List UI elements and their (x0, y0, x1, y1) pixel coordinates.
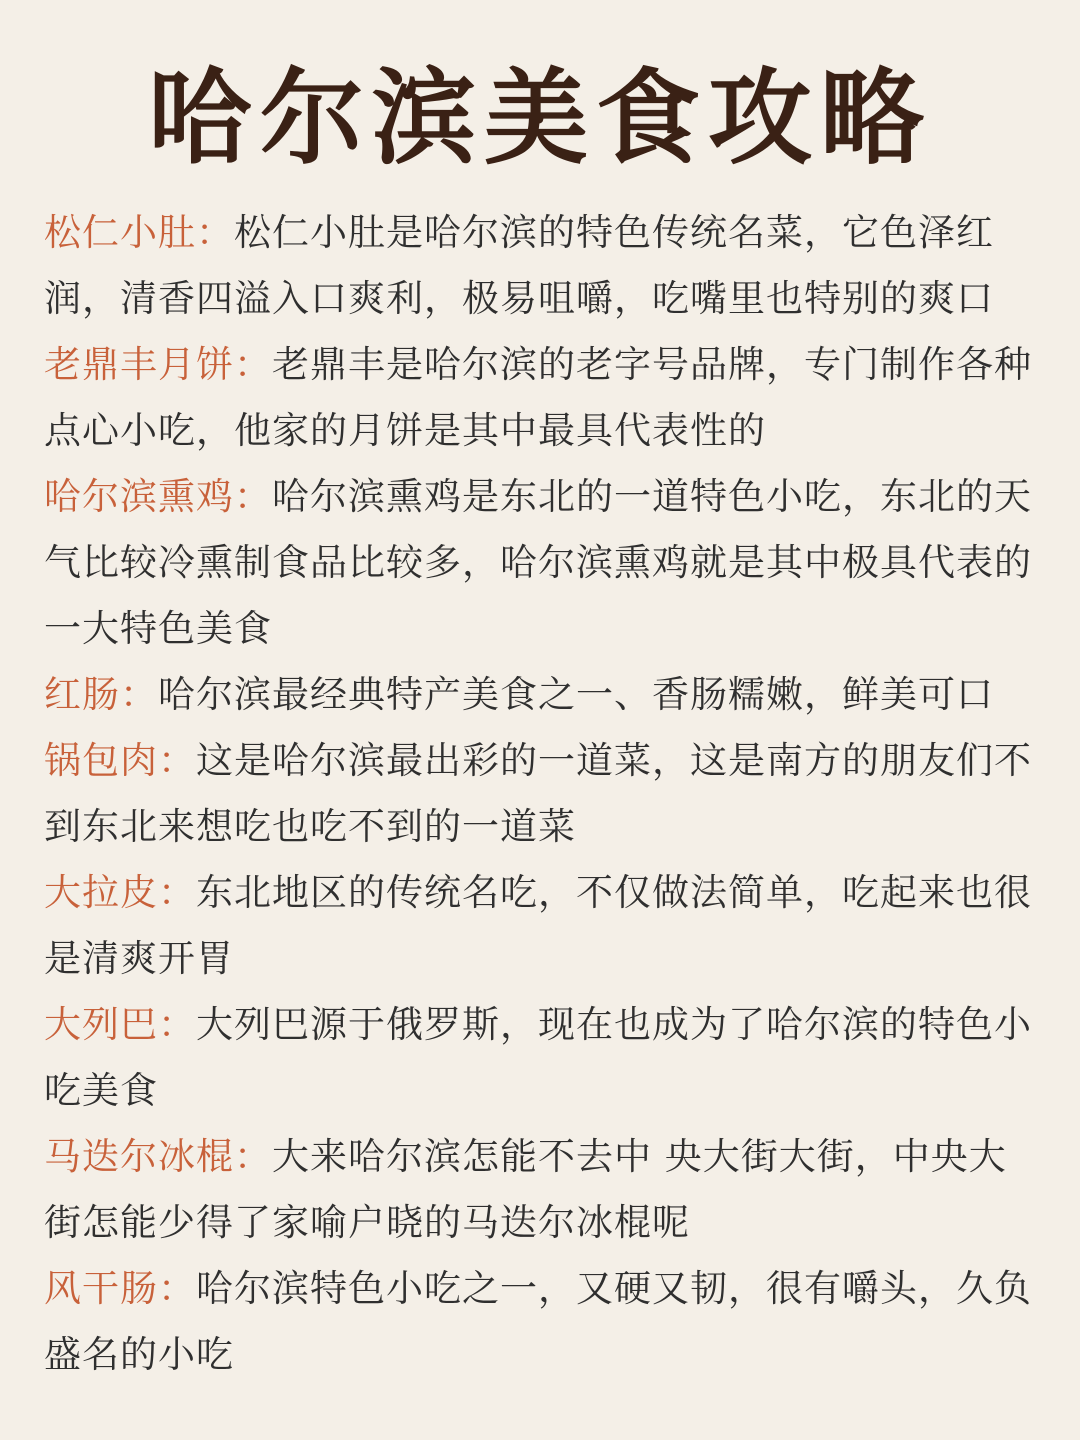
food-item-dalapi (44, 860, 1036, 992)
page-title: 哈尔滨美食攻略 (147, 57, 932, 179)
food-name: 大列巴： (44, 1003, 196, 1046)
food-name: 哈尔滨熏鸡： (44, 475, 272, 518)
food-name: 马迭尔冰棍： (44, 1135, 272, 1178)
food-item-songren-xiaodu (44, 200, 1036, 332)
food-description: 老鼎丰是哈尔滨的老字号品牌，专门制作各种点心小吃，他家的月饼是其中最具代表性的 (44, 343, 1032, 452)
food-name: 老鼎丰月饼： (44, 343, 272, 386)
food-description: 东北地区的传统名吃，不仅做法简单，吃起来也很是清爽开胃 (44, 871, 1032, 980)
food-name: 松仁小肚： (44, 211, 234, 254)
food-description: 松仁小肚是哈尔滨的特色传统名菜，它色泽红润，清香四溢入口爽利，极易咀嚼，吃嘴里也特别的爽口 (44, 211, 994, 320)
food-item-guobaorou (44, 728, 1036, 860)
food-item-dalieba (44, 992, 1036, 1124)
food-name: 红肠： (44, 673, 158, 716)
food-description: 大列巴源于俄罗斯，现在也成为了哈尔滨的特色小吃美食 (44, 1003, 1032, 1112)
food-description: 这是哈尔滨最出彩的一道菜，这是南方的朋友们不到东北来想吃也吃不到的一道菜 (44, 739, 1032, 848)
food-name: 大拉皮： (44, 871, 196, 914)
food-name: 风干肠： (44, 1267, 196, 1310)
food-description: 大来哈尔滨怎能不去中 央大街大街，中央大街怎能少得了家喻户晓的马迭尔冰棍呢 (44, 1135, 1007, 1244)
food-description: 哈尔滨熏鸡是东北的一道特色小吃，东北的天气比较冷熏制食品比较多，哈尔滨熏鸡就是其中极具代表的一大特色美食 (44, 475, 1032, 650)
food-item-madier-binggun (44, 1124, 1036, 1256)
food-item-hongchang (44, 662, 1036, 728)
food-description: 哈尔滨最经典特产美食之一、香肠糯嫩，鲜美可口 (158, 673, 994, 716)
food-item-fenggan-chang (44, 1256, 1036, 1388)
food-description: 哈尔滨特色小吃之一，又硬又韧，很有嚼头，久负盛名的小吃 (44, 1267, 1032, 1376)
food-item-laodingfeng-yuebing (44, 332, 1036, 464)
food-list (44, 200, 1036, 1388)
food-name: 锅包肉： (44, 739, 196, 782)
food-item-harbin-xunji (44, 464, 1036, 662)
